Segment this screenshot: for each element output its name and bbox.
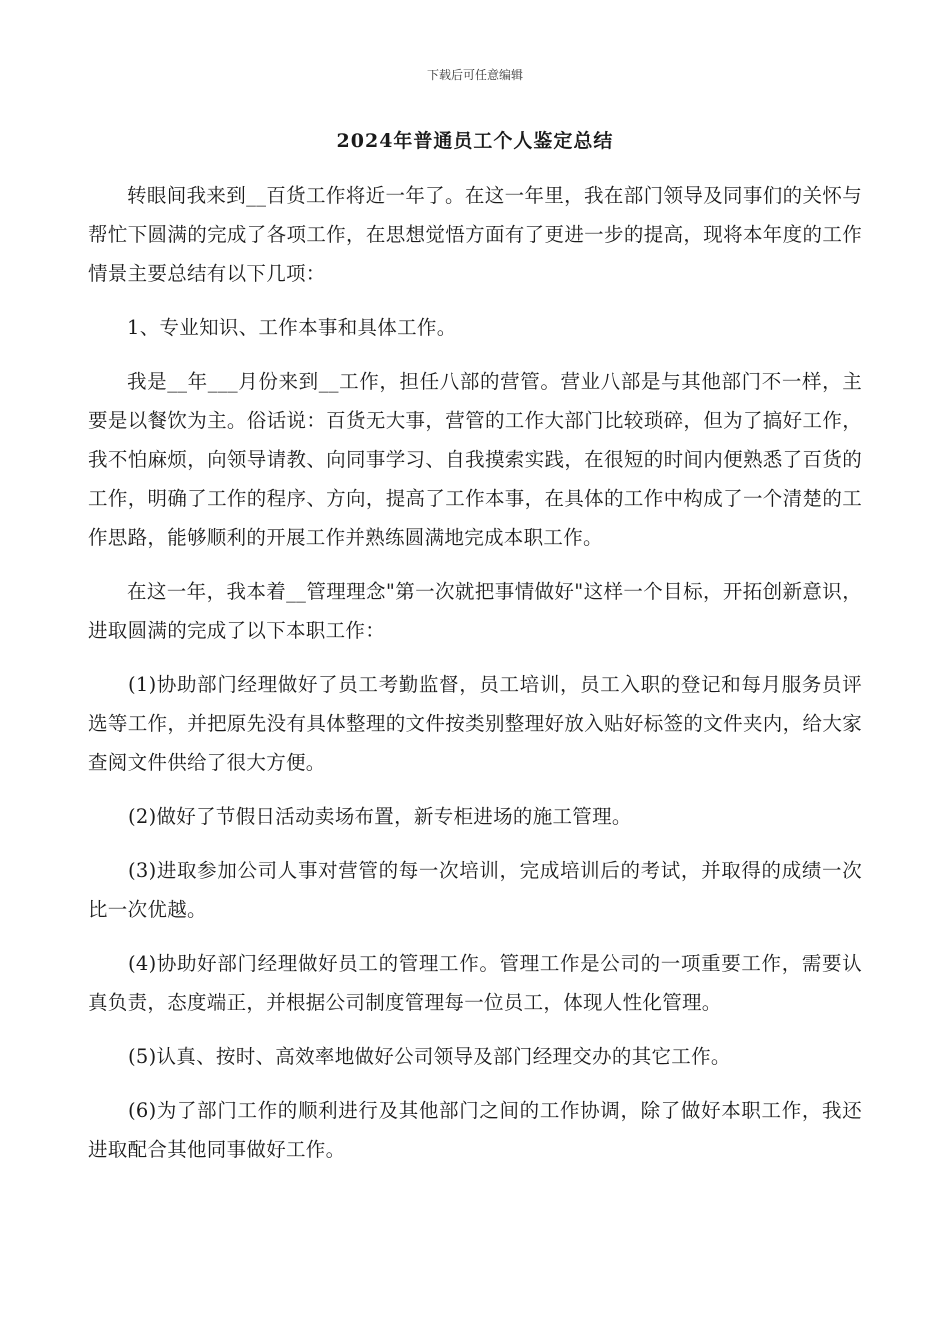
header-note: 下载后可任意编辑 [426,68,523,82]
section-heading-1: 1、专业知识、工作本事和具体工作。 [127,316,457,339]
paragraph-intro: 转眼间我来到__百货工作将近一年了。在这一年里，我在部门领导及同事们的关怀与帮忙下圆满的完成了各项工作，在思想觉悟方面有了更进一步的提高，现将本年度的工作情景主要总结有以下几项： [88,184,862,285]
document-body [88,176,862,1184]
list-item-4: (4)协助好部门经理做好员工的管理工作。管理工作是公司的一项重要工作，需要认真负责，态度端正，并根据公司制度管理每一位员工，体现人性化管理。 [88,952,862,1014]
list-item-5: (5)认真、按时、高效率地做好公司领导及部门经理交办的其它工作。 [127,1045,731,1068]
paragraph-work-details: 我是__年___月份来到__工作，担任八部的营管。营业八部是与其他部门不一样，主要是以餐饮为主。俗话说：百货无大事，营管的工作大部门比较琐碎，但为了搞好工作，我不怕麻烦，向领导请教、向同事学习、自我摸索实践，在很短的时间内便熟悉了百货的工作，明确了工作的程序、方向，提高了工作本事，在具体的工作中构成了一个清楚的工作思路，能够顺利的开展工作并熟练圆满地完成本职工作。 [88,370,862,549]
paragraph-goals: 在这一年，我本着__管理理念"第一次就把事情做好"这样一个目标，开拓创新意识，进取圆满的完成了以下本职工作： [88,580,862,642]
list-item-1: (1)协助部门经理做好了员工考勤监督，员工培训，员工入职的登记和每月服务员评选等工作，并把原先没有具体整理的文件按类别整理好放入贴好标签的文件夹内，给大家查阅文件供给了很大方便。 [88,673,862,774]
list-item-3: (3)进取参加公司人事对营管的每一次培训，完成培训后的考试，并取得的成绩一次比一次优越。 [88,859,862,921]
page-title: 2024年普通员工个人鉴定总结 [336,130,614,152]
list-item-2: (2)做好了节假日活动卖场布置，新专柜进场的施工管理。 [127,805,632,828]
list-item-6: (6)为了部门工作的顺利进行及其他部门之间的工作协调，除了做好本职工作，我还进取配合其他同事做好工作。 [88,1099,862,1161]
